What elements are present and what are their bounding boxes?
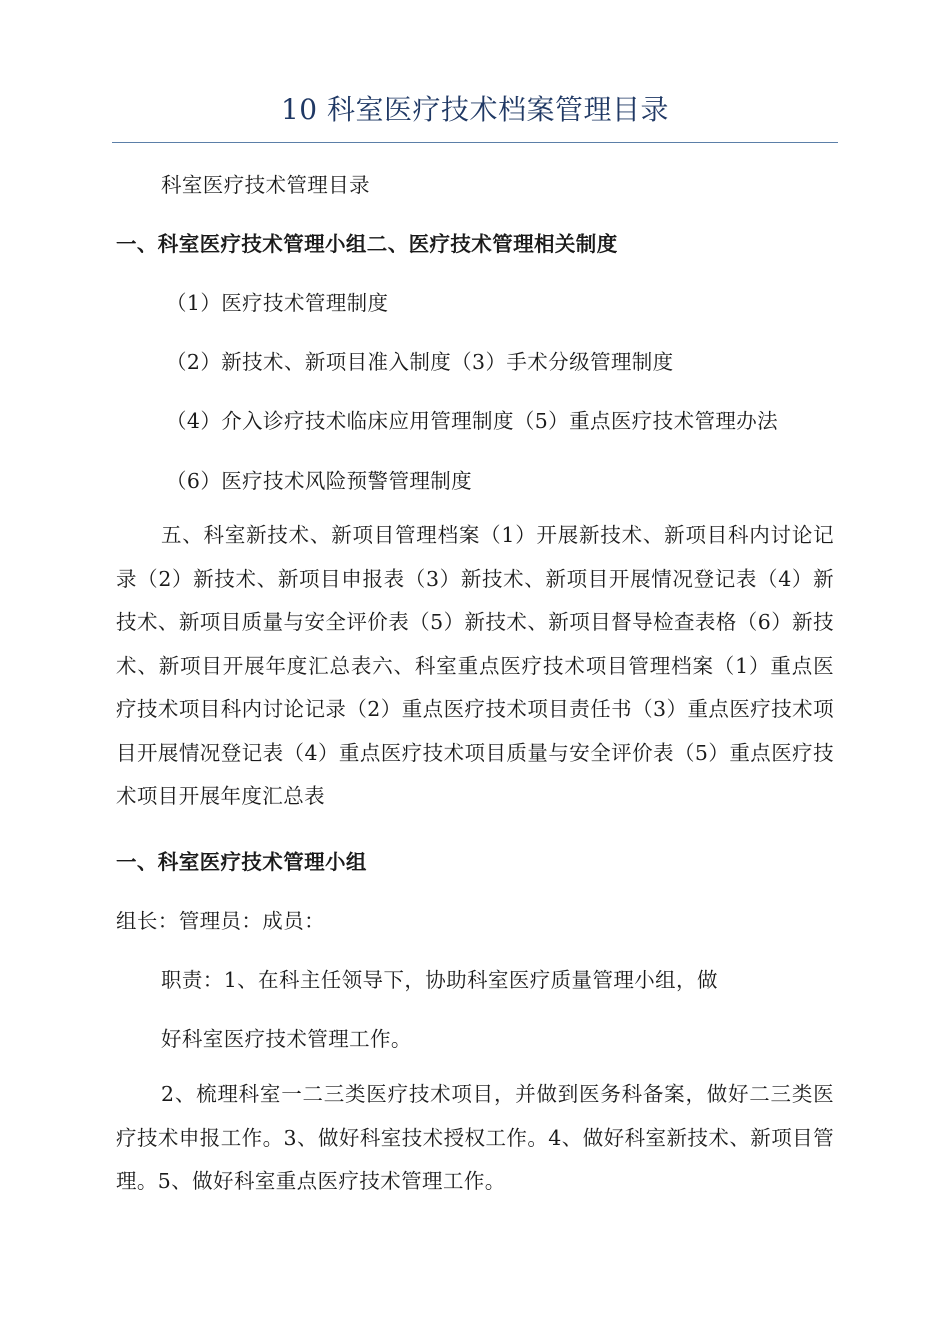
document-title: 10 科室医疗技术档案管理目录 bbox=[280, 93, 670, 126]
duty-line-continued: 好科室医疗技术管理工作。 bbox=[161, 1027, 412, 1051]
section-heading-1-2: 一、科室医疗技术管理小组二、医疗技术管理相关制度 bbox=[116, 232, 618, 256]
section-heading-group: 一、科室医疗技术管理小组 bbox=[116, 850, 367, 874]
title-underline bbox=[112, 142, 838, 143]
members-line: 组长：管理员：成员： bbox=[116, 909, 325, 933]
list-item: （2）新技术、新项目准入制度（3）手术分级管理制度 bbox=[166, 350, 674, 374]
list-item: （4）介入诊疗技术临床应用管理制度（5）重点医疗技术管理办法 bbox=[166, 409, 779, 433]
catalog-heading: 科室医疗技术管理目录 bbox=[161, 173, 370, 197]
duty-line: 职责：1、在科主任领导下，协助科室医疗质量管理小组，做 bbox=[161, 968, 718, 992]
list-item: （6）医疗技术风险预警管理制度 bbox=[166, 469, 473, 493]
archive-paragraph: 五、科室新技术、新项目管理档案（1）开展新技术、新项目科内讨论记录（2）新技术、新项目申报表（3）新技术、新项目开展情况登记表（4）新技术、新项目质量与安全评价表（5）新技术、新项目督导检查表格（6）新技术、新项目开展年度汇总表六、科室重点医疗技术项目管理档案（1）重点医疗技术项目科内讨论记录（2）重点医疗技术项目责任书（3）重点医疗技术项目开展情况登记表（4）重点医疗技术项目质量与安全评价表（5）重点医疗技术项目开展年度汇总表 bbox=[116, 523, 834, 808]
list-item: （1）医疗技术管理制度 bbox=[166, 291, 389, 315]
duties-paragraph: 2、梳理科室一二三类医疗技术项目，并做到医务科备案，做好二三类医疗技术申报工作。3、做好科室技术授权工作。4、做好科室新技术、新项目管理。5、做好科室重点医疗技术管理工作。 bbox=[116, 1082, 834, 1193]
